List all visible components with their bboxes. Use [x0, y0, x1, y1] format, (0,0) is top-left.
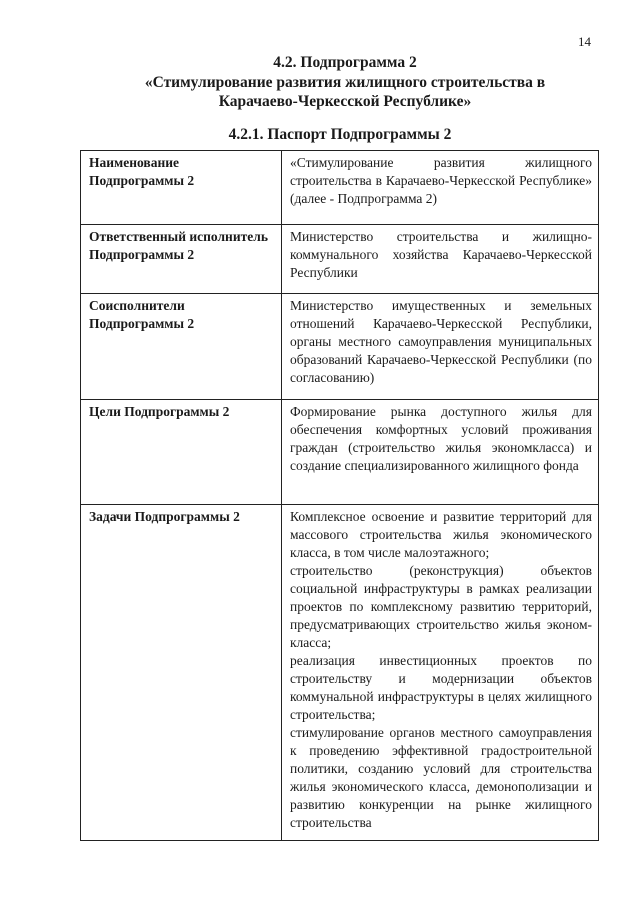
row-label-goals: Цели Подпрограммы 2 [81, 400, 282, 505]
task-item: Комплексное освоение и развитие территорий для массового строительства жилья экономического класса, в том числе малоэтажного; [290, 509, 592, 560]
table-row [81, 151, 599, 225]
row-value-text: «Стимулирование развития жилищного строительства в Карачаево-Черкесской Республике» (далее - Подпрограмма 2) [290, 155, 592, 206]
subprogram-heading: 4.2. Подпрограмма 2 [273, 54, 417, 71]
table-row [81, 225, 599, 294]
row-value-text: Министерство имущественных и земельных отношений Карачаево-Черкесской Республики, органы местного самоуправления муниципальных образований Карачаево-Черкесской Республики (по согласованию) [290, 298, 592, 385]
row-value-goals [282, 400, 599, 505]
row-value-name [282, 151, 599, 225]
task-item: строительство (реконструкция) объектов социальной инфраструктуры в рамках реализации проектов по комплексному развитию территорий, предусматривающих строительство жилья эконом-класса; [290, 563, 592, 650]
row-value-text: Формирование рынка доступного жилья для обеспечения комфортных условий проживания граждан (строительство жилья экономкласса) и создание специализированного жилищного фонда [290, 404, 592, 473]
row-label-coexecutors: Соисполнители Подпрограммы 2 [81, 294, 282, 400]
row-label-tasks: Задачи Подпрограммы 2 [81, 505, 282, 841]
subprogram-title-line-1: «Стимулирование развития жилищного строительства в [144, 74, 546, 91]
subprogram-title-line-2: Карачаево-Черкесской Республике» [218, 93, 472, 110]
table-row [81, 505, 599, 841]
row-value-text: Министерство строительства и жилищно-коммунального хозяйства Карачаево-Черкесской Республики [290, 229, 592, 280]
passport-table [80, 150, 599, 841]
row-value-tasks [282, 505, 599, 841]
row-label-responsible: Ответственный исполнитель Подпрограммы 2 [81, 225, 282, 294]
row-value-coexecutors [282, 294, 599, 400]
table-row [81, 400, 599, 505]
page-number: 14 [578, 34, 591, 49]
table-row [81, 294, 599, 400]
passport-title: 4.2.1. Паспорт Подпрограммы 2 [228, 126, 452, 143]
task-item: стимулирование органов местного самоуправления к проведению эффективной градостроительной политики, созданию условий для строительства жилья экономического класса, демонополизации и развитию конкуренции на рынке жилищного строительства [290, 725, 592, 830]
row-label-name: Наименование Подпрограммы 2 [81, 151, 282, 225]
task-item: реализация инвестиционных проектов по строительству и модернизации объектов коммунальной инфраструктуры в целях жилищного строительства; [290, 653, 592, 722]
row-value-responsible [282, 225, 599, 294]
